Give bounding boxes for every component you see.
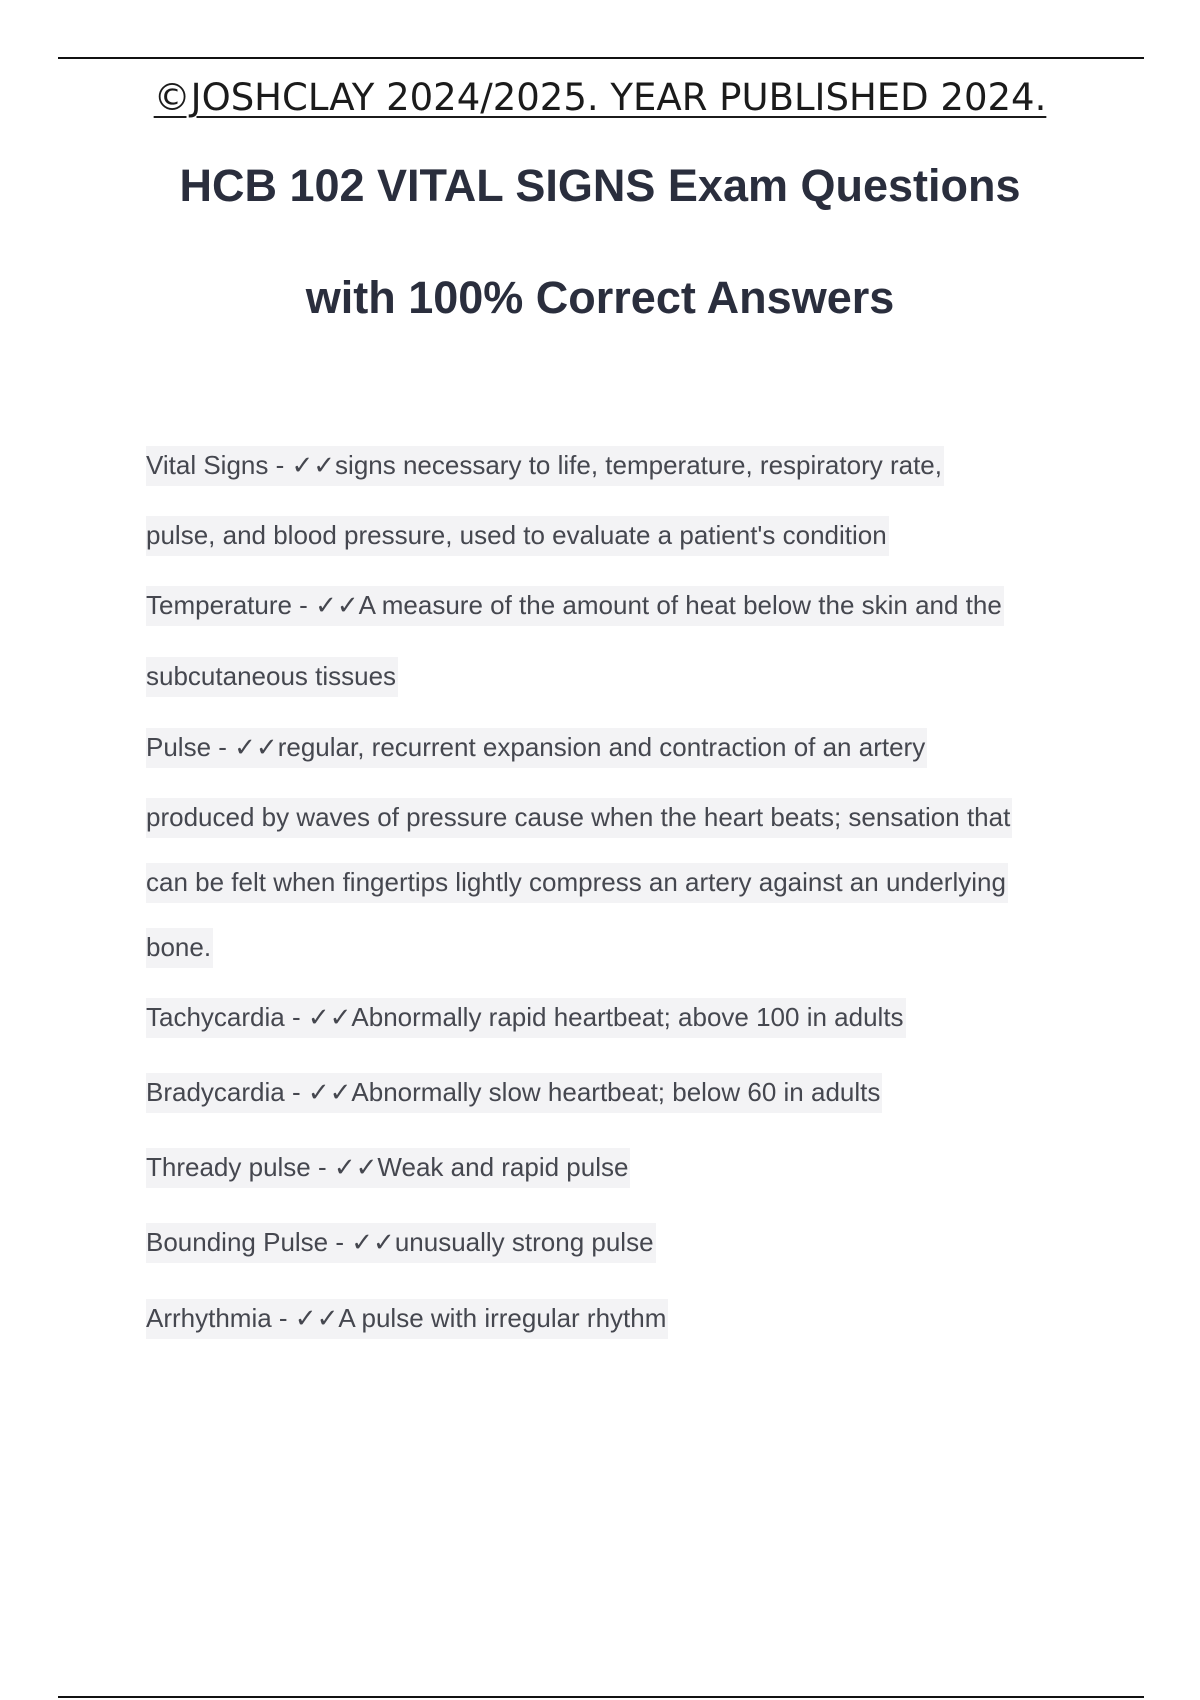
- text-line: pulse, and blood pressure, used to evaluate a patient's condition: [146, 520, 889, 551]
- text-line: Pulse - ✓✓regular, recurrent expansion and contraction of an artery: [146, 732, 927, 763]
- text-line: Arrhythmia - ✓✓A pulse with irregular rhythm: [146, 1303, 668, 1334]
- text-line: Tachycardia - ✓✓Abnormally rapid heartbeat; above 100 in adults: [146, 1002, 906, 1033]
- text-line: Vital Signs - ✓✓signs necessary to life, temperature, respiratory rate,: [146, 450, 944, 481]
- text-line: bone.: [146, 932, 213, 963]
- text-line: subcutaneous tissues: [146, 661, 398, 692]
- text-line: can be felt when fingertips lightly compress an artery against an underlying: [146, 867, 1008, 898]
- bottom-rule: [58, 1696, 1144, 1698]
- document-title-line-2: with 100% Correct Answers: [305, 272, 895, 323]
- text-line: Thready pulse - ✓✓Weak and rapid pulse: [146, 1152, 630, 1183]
- top-rule: [58, 57, 1144, 59]
- text-line: Temperature - ✓✓A measure of the amount of heat below the skin and the: [146, 590, 1004, 621]
- text-line: Bradycardia - ✓✓Abnormally slow heartbeat; below 60 in adults: [146, 1077, 882, 1108]
- copyright-header: [0, 76, 1200, 119]
- text-line: Bounding Pulse - ✓✓unusually strong pulse: [146, 1227, 656, 1258]
- text-line: produced by waves of pressure cause when the heart beats; sensation that: [146, 802, 1012, 833]
- copyright-text: ©JOSHCLAY 2024/2025. YEAR PUBLISHED 2024.: [153, 76, 1047, 119]
- document-title-line-1: HCB 102 VITAL SIGNS Exam Questions: [179, 160, 1021, 211]
